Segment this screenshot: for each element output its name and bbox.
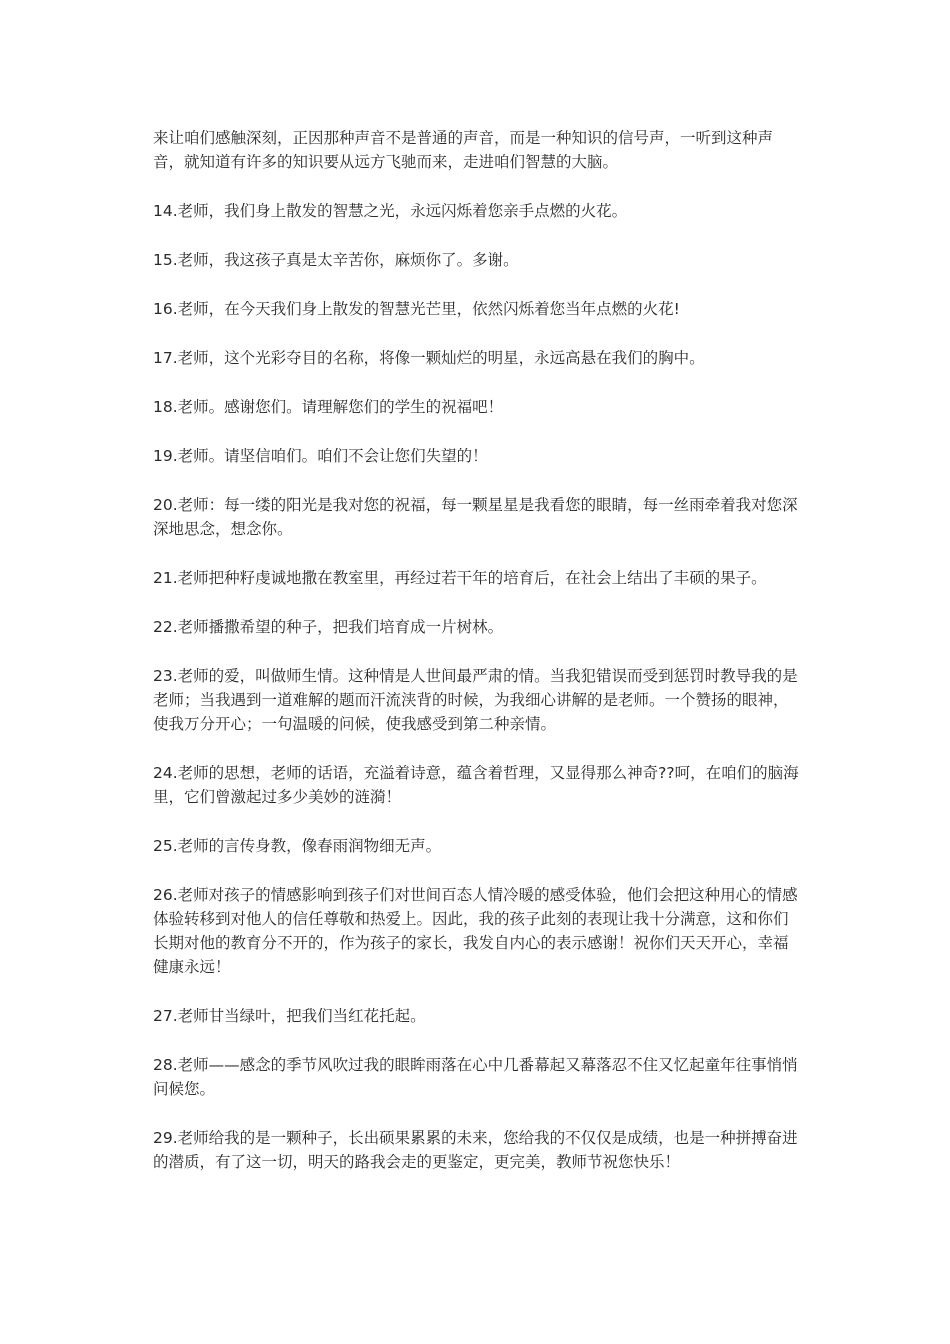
paragraph-26: 26.老师对孩子的情感影响到孩子们对世间百态人情冷暖的感受体验，他们会把这种用心的情感体验转移到对他人的信任尊敬和热爱上。因此，我的孩子此刻的表现让我十分满意，这和你们长期对他的教育分不开的，作为孩子的家长，我发自内心的表示感谢！祝你们天天开心，幸福健康永远！ (153, 886, 798, 976)
paragraph-continued: 来让咱们感触深刻，正因那种声音不是普通的声音，而是一种知识的信号声，一听到这种声音，就知道有许多的知识要从远方飞驰而来，走进咱们智慧的大脑。 (153, 129, 774, 171)
paragraph-16: 16.老师，在今天我们身上散发的智慧光芒里，依然闪烁着您当年点燃的火花! (153, 300, 680, 318)
document-page (153, 126, 801, 1199)
paragraph-28: 28.老师——感念的季节风吹过我的眼眸雨落在心中几番幕起又幕落忍不住又忆起童年往事悄悄问候您。 (153, 1056, 798, 1098)
paragraph-20: 20.老师：每一缕的阳光是我对您的祝福，每一颗星星是我看您的眼睛，每一丝雨牵着我对您深深地思念，想念你。 (153, 496, 798, 538)
paragraph-24: 24.老师的思想，老师的话语，充溢着诗意，蕴含着哲理，又显得那么神奇??呵，在咱们的脑海里，它们曾激起过多少美妙的涟漪！ (153, 764, 799, 806)
paragraph-15: 15.老师，我这孩子真是太辛苦你，麻烦你了。多谢。 (153, 251, 519, 269)
paragraph-22: 22.老师播撒希望的种子，把我们培育成一片树林。 (153, 618, 504, 636)
paragraph-14: 14.老师，我们身上散发的智慧之光，永远闪烁着您亲手点燃的火花。 (153, 202, 628, 220)
paragraph-19: 19.老师。请坚信咱们。咱们不会让您们失望的！ (153, 447, 488, 465)
paragraph-27: 27.老师甘当绿叶，把我们当红花托起。 (153, 1007, 426, 1025)
paragraph-25: 25.老师的言传身教，像春雨润物细无声。 (153, 837, 442, 855)
paragraph-18: 18.老师。感谢您们。请理解您们的学生的祝福吧！ (153, 398, 504, 416)
paragraph-29: 29.老师给我的是一颗种子，长出硕果累累的未来，您给我的不仅仅是成绩，也是一种拼搏奋进的潜质，有了这一切，明天的路我会走的更鉴定，更完美，教师节祝您快乐！ (153, 1129, 798, 1171)
paragraph-21: 21.老师把种籽虔诚地撒在教室里，再经过若干年的培育后，在社会上结出了丰硕的果子。 (153, 569, 767, 587)
paragraph-17: 17.老师，这个光彩夺目的名称，将像一颗灿烂的明星，永远高悬在我们的胸中。 (153, 349, 705, 367)
paragraph-23: 23.老师的爱，叫做师生情。这种情是人世间最严肃的情。当我犯错误而受到惩罚时教导我的是老师；当我遇到一道难解的题而汗流浃背的时候，为我细心讲解的是老师。一个赞扬的眼神，使我万分开心；一句温暖的问候，使我感受到第二种亲情。 (153, 667, 798, 733)
